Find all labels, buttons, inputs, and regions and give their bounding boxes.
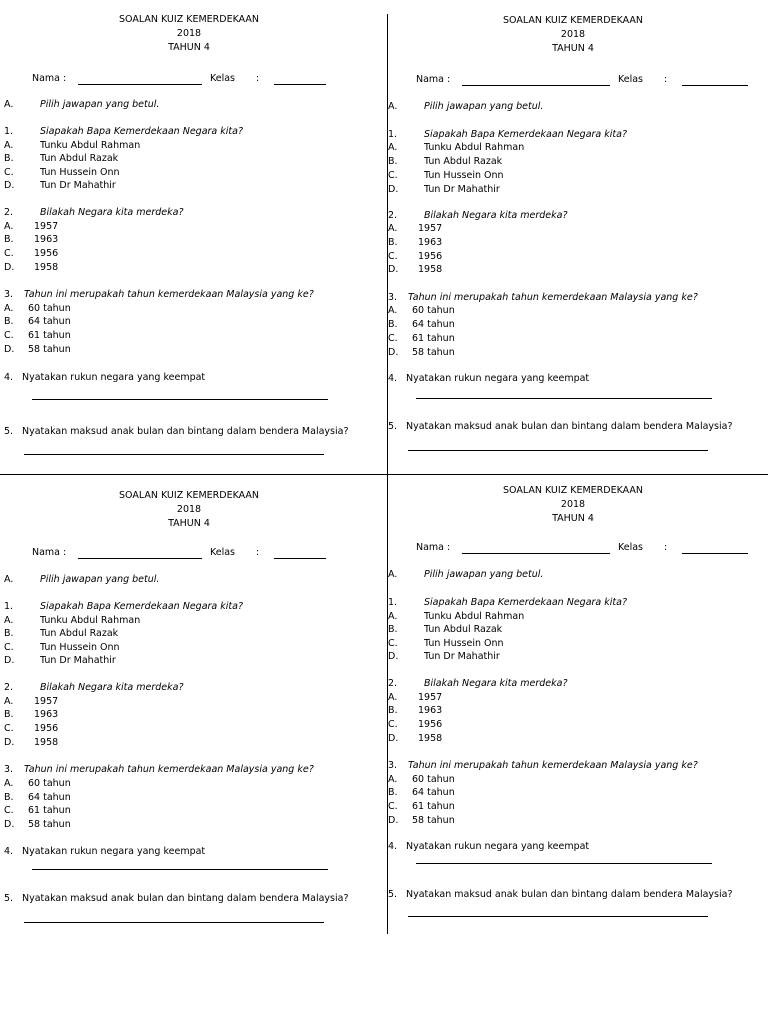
kelas-write-line <box>682 85 748 86</box>
kelas-write-line <box>274 558 326 559</box>
option-letter: B. <box>4 316 14 327</box>
option-text: 1958 <box>418 733 443 744</box>
question-number: 2. <box>388 678 398 689</box>
answer-write-line <box>416 863 712 864</box>
kelas-colon: : <box>664 542 668 553</box>
nama-write-line <box>78 558 202 559</box>
option-text: 1957 <box>34 696 59 707</box>
option-letter: A. <box>388 774 398 785</box>
question-text: Nyatakan maksud anak bulan dan bintang dalam bendera Malaysia? <box>22 893 349 904</box>
option-letter: B. <box>388 705 398 716</box>
option-text: 1956 <box>418 251 443 262</box>
option-letter: D. <box>388 347 399 358</box>
option-text: Tunku Abdul Rahman <box>40 615 141 626</box>
option-text: 58 tahun <box>412 815 455 826</box>
option-letter: D. <box>388 651 399 662</box>
kelas-colon: : <box>256 73 260 84</box>
quiz-title: SOALAN KUIZ KEMERDEKAAN <box>118 490 259 501</box>
option-letter: C. <box>4 248 14 259</box>
nama-label: Nama : <box>416 542 451 553</box>
option-letter: A. <box>4 303 14 314</box>
option-text: 1963 <box>418 237 443 248</box>
answer-write-line <box>24 922 324 923</box>
option-text: 60 tahun <box>28 303 71 314</box>
answer-write-line <box>24 454 324 455</box>
option-text: 61 tahun <box>28 330 71 341</box>
option-text: 1957 <box>418 223 443 234</box>
option-letter: B. <box>4 709 14 720</box>
option-letter: A. <box>388 142 398 153</box>
question-number: 2. <box>388 210 398 221</box>
nama-write-line <box>78 84 202 85</box>
question-text: Nyatakan rukun negara yang keempat <box>406 841 590 852</box>
option-text: Tun Dr Mahathir <box>424 651 500 662</box>
question-text: Siapakah Bapa Kemerdekaan Negara kita? <box>424 129 627 140</box>
answer-write-line <box>32 399 328 400</box>
option-letter: D. <box>388 184 399 195</box>
option-letter: B. <box>4 153 14 164</box>
question-number: 1. <box>388 597 398 608</box>
option-text: 61 tahun <box>412 801 455 812</box>
option-letter: C. <box>388 251 398 262</box>
option-text: 1963 <box>34 709 59 720</box>
kelas-label: Kelas <box>618 542 644 553</box>
option-letter: D. <box>4 819 15 830</box>
option-text: 61 tahun <box>28 805 71 816</box>
question-text: Bilakah Negara kita merdeka? <box>40 682 184 693</box>
option-text: 64 tahun <box>28 792 71 803</box>
option-letter: A. <box>4 140 14 151</box>
option-letter: D. <box>4 262 15 273</box>
option-text: 1963 <box>34 234 59 245</box>
option-text: Tunku Abdul Rahman <box>424 142 525 153</box>
quiz-quadrant-2 <box>388 15 758 465</box>
section-instruction: Pilih jawapan yang betul. <box>424 101 544 112</box>
quiz-quadrant-1 <box>4 14 374 464</box>
option-text: 1956 <box>418 719 443 730</box>
option-letter: A. <box>388 611 398 622</box>
question-text: Tahun ini merupakah tahun kemerdekaan Malaysia yang ke? <box>24 764 314 775</box>
option-letter: C. <box>388 638 398 649</box>
option-text: 1957 <box>34 221 59 232</box>
option-letter: D. <box>388 815 399 826</box>
option-text: 60 tahun <box>28 778 71 789</box>
question-number: 1. <box>388 129 398 140</box>
option-text: 60 tahun <box>412 774 455 785</box>
section-instruction: Pilih jawapan yang betul. <box>40 99 160 110</box>
quiz-year: 2018 <box>176 504 202 515</box>
option-letter: A. <box>388 223 398 234</box>
question-number: 1. <box>4 126 14 137</box>
nama-label: Nama : <box>416 74 451 85</box>
section-letter: A. <box>4 99 14 110</box>
option-text: 1958 <box>34 737 59 748</box>
option-text: 61 tahun <box>412 333 455 344</box>
option-text: 1957 <box>418 692 443 703</box>
nama-label: Nama : <box>32 73 67 84</box>
option-letter: A. <box>4 696 14 707</box>
question-text: Nyatakan maksud anak bulan dan bintang dalam bendera Malaysia? <box>22 426 349 437</box>
quiz-year: 2018 <box>560 29 586 40</box>
kelas-label: Kelas <box>210 547 236 558</box>
question-text: Siapakah Bapa Kemerdekaan Negara kita? <box>424 597 627 608</box>
quiz-quadrant-3 <box>4 490 374 940</box>
nama-write-line <box>462 553 610 554</box>
option-text: Tun Hussein Onn <box>424 638 504 649</box>
section-instruction: Pilih jawapan yang betul. <box>40 574 160 585</box>
option-letter: A. <box>4 615 14 626</box>
option-letter: D. <box>388 264 399 275</box>
answer-write-line <box>408 916 708 917</box>
quiz-title: SOALAN KUIZ KEMERDEKAAN <box>118 14 259 25</box>
section-instruction: Pilih jawapan yang betul. <box>424 569 544 580</box>
option-letter: D. <box>388 733 399 744</box>
option-text: 58 tahun <box>28 819 71 830</box>
option-letter: B. <box>4 234 14 245</box>
question-text: Bilakah Negara kita merdeka? <box>424 678 568 689</box>
option-text: 64 tahun <box>28 316 71 327</box>
nama-write-line <box>462 85 610 86</box>
option-letter: B. <box>388 787 398 798</box>
option-letter: B. <box>388 156 398 167</box>
option-letter: A. <box>4 221 14 232</box>
question-text: Siapakah Bapa Kemerdekaan Negara kita? <box>40 601 243 612</box>
question-number: 5. <box>4 426 14 437</box>
question-text: Bilakah Negara kita merdeka? <box>40 207 184 218</box>
option-letter: B. <box>4 628 14 639</box>
option-text: 1958 <box>34 262 59 273</box>
option-letter: D. <box>4 180 15 191</box>
option-text: Tunku Abdul Rahman <box>424 611 525 622</box>
kelas-colon: : <box>256 547 260 558</box>
option-letter: B. <box>4 792 14 803</box>
kelas-write-line <box>274 84 326 85</box>
option-letter: B. <box>388 624 398 635</box>
quiz-year: 2018 <box>176 28 202 39</box>
option-text: Tun Hussein Onn <box>40 642 120 653</box>
question-text: Nyatakan rukun negara yang keempat <box>22 846 206 857</box>
section-letter: A. <box>4 574 14 585</box>
answer-write-line <box>416 398 712 399</box>
nama-label: Nama : <box>32 547 67 558</box>
option-text: Tun Abdul Razak <box>40 628 119 639</box>
quiz-grade: TAHUN 4 <box>168 42 210 53</box>
question-number: 1. <box>4 601 14 612</box>
quiz-title: SOALAN KUIZ KEMERDEKAAN <box>502 15 643 26</box>
question-number: 4. <box>4 372 14 383</box>
question-number: 4. <box>388 373 398 384</box>
answer-write-line <box>408 450 708 451</box>
option-letter: C. <box>4 723 14 734</box>
option-text: Tun Dr Mahathir <box>424 184 500 195</box>
option-text: Tun Hussein Onn <box>40 167 120 178</box>
question-number: 3. <box>4 289 14 300</box>
question-number: 4. <box>388 841 398 852</box>
question-number: 3. <box>388 760 398 771</box>
question-number: 5. <box>388 889 398 900</box>
option-letter: B. <box>388 237 398 248</box>
option-letter: C. <box>388 801 398 812</box>
option-text: Tunku Abdul Rahman <box>40 140 141 151</box>
question-text: Nyatakan maksud anak bulan dan bintang dalam bendera Malaysia? <box>406 421 733 432</box>
option-text: Tun Abdul Razak <box>40 153 119 164</box>
question-number: 2. <box>4 682 14 693</box>
quadrant-horizontal-divider <box>0 474 768 475</box>
option-text: 1963 <box>418 705 443 716</box>
quiz-title: SOALAN KUIZ KEMERDEKAAN <box>502 485 643 496</box>
question-text: Tahun ini merupakah tahun kemerdekaan Malaysia yang ke? <box>24 289 314 300</box>
option-letter: A. <box>4 778 14 789</box>
question-number: 3. <box>388 292 398 303</box>
quiz-grade: TAHUN 4 <box>552 513 594 524</box>
question-text: Bilakah Negara kita merdeka? <box>424 210 568 221</box>
option-text: 1958 <box>418 264 443 275</box>
option-text: 1956 <box>34 248 59 259</box>
question-number: 4. <box>4 846 14 857</box>
option-text: Tun Abdul Razak <box>424 624 503 635</box>
kelas-label: Kelas <box>210 73 236 84</box>
option-text: 64 tahun <box>412 319 455 330</box>
option-text: Tun Abdul Razak <box>424 156 503 167</box>
question-number: 5. <box>4 893 14 904</box>
option-letter: A. <box>388 692 398 703</box>
option-letter: C. <box>388 719 398 730</box>
option-text: Tun Dr Mahathir <box>40 180 116 191</box>
question-text: Siapakah Bapa Kemerdekaan Negara kita? <box>40 126 243 137</box>
question-number: 5. <box>388 421 398 432</box>
option-text: 1956 <box>34 723 59 734</box>
kelas-label: Kelas <box>618 74 644 85</box>
question-text: Nyatakan rukun negara yang keempat <box>406 373 590 384</box>
quiz-quadrant-4 <box>388 485 758 935</box>
option-letter: D. <box>4 737 15 748</box>
option-text: 58 tahun <box>28 344 71 355</box>
question-text: Tahun ini merupakah tahun kemerdekaan Malaysia yang ke? <box>408 292 698 303</box>
question-text: Tahun ini merupakah tahun kemerdekaan Malaysia yang ke? <box>408 760 698 771</box>
option-letter: D. <box>4 655 15 666</box>
option-letter: C. <box>4 330 14 341</box>
kelas-write-line <box>682 553 748 554</box>
option-text: 60 tahun <box>412 305 455 316</box>
quiz-grade: TAHUN 4 <box>168 518 210 529</box>
option-letter: C. <box>4 642 14 653</box>
answer-write-line <box>32 869 328 870</box>
option-letter: D. <box>4 344 15 355</box>
option-letter: C. <box>4 805 14 816</box>
question-number: 2. <box>4 207 14 218</box>
option-letter: C. <box>388 333 398 344</box>
option-letter: B. <box>388 319 398 330</box>
quiz-year: 2018 <box>560 499 586 510</box>
question-number: 3. <box>4 764 14 775</box>
option-letter: C. <box>388 170 398 181</box>
option-letter: C. <box>4 167 14 178</box>
option-text: Tun Hussein Onn <box>424 170 504 181</box>
option-text: 58 tahun <box>412 347 455 358</box>
question-text: Nyatakan rukun negara yang keempat <box>22 372 206 383</box>
section-letter: A. <box>388 101 398 112</box>
option-letter: A. <box>388 305 398 316</box>
section-letter: A. <box>388 569 398 580</box>
kelas-colon: : <box>664 74 668 85</box>
option-text: Tun Dr Mahathir <box>40 655 116 666</box>
option-text: 64 tahun <box>412 787 455 798</box>
question-text: Nyatakan maksud anak bulan dan bintang dalam bendera Malaysia? <box>406 889 733 900</box>
quiz-grade: TAHUN 4 <box>552 43 594 54</box>
